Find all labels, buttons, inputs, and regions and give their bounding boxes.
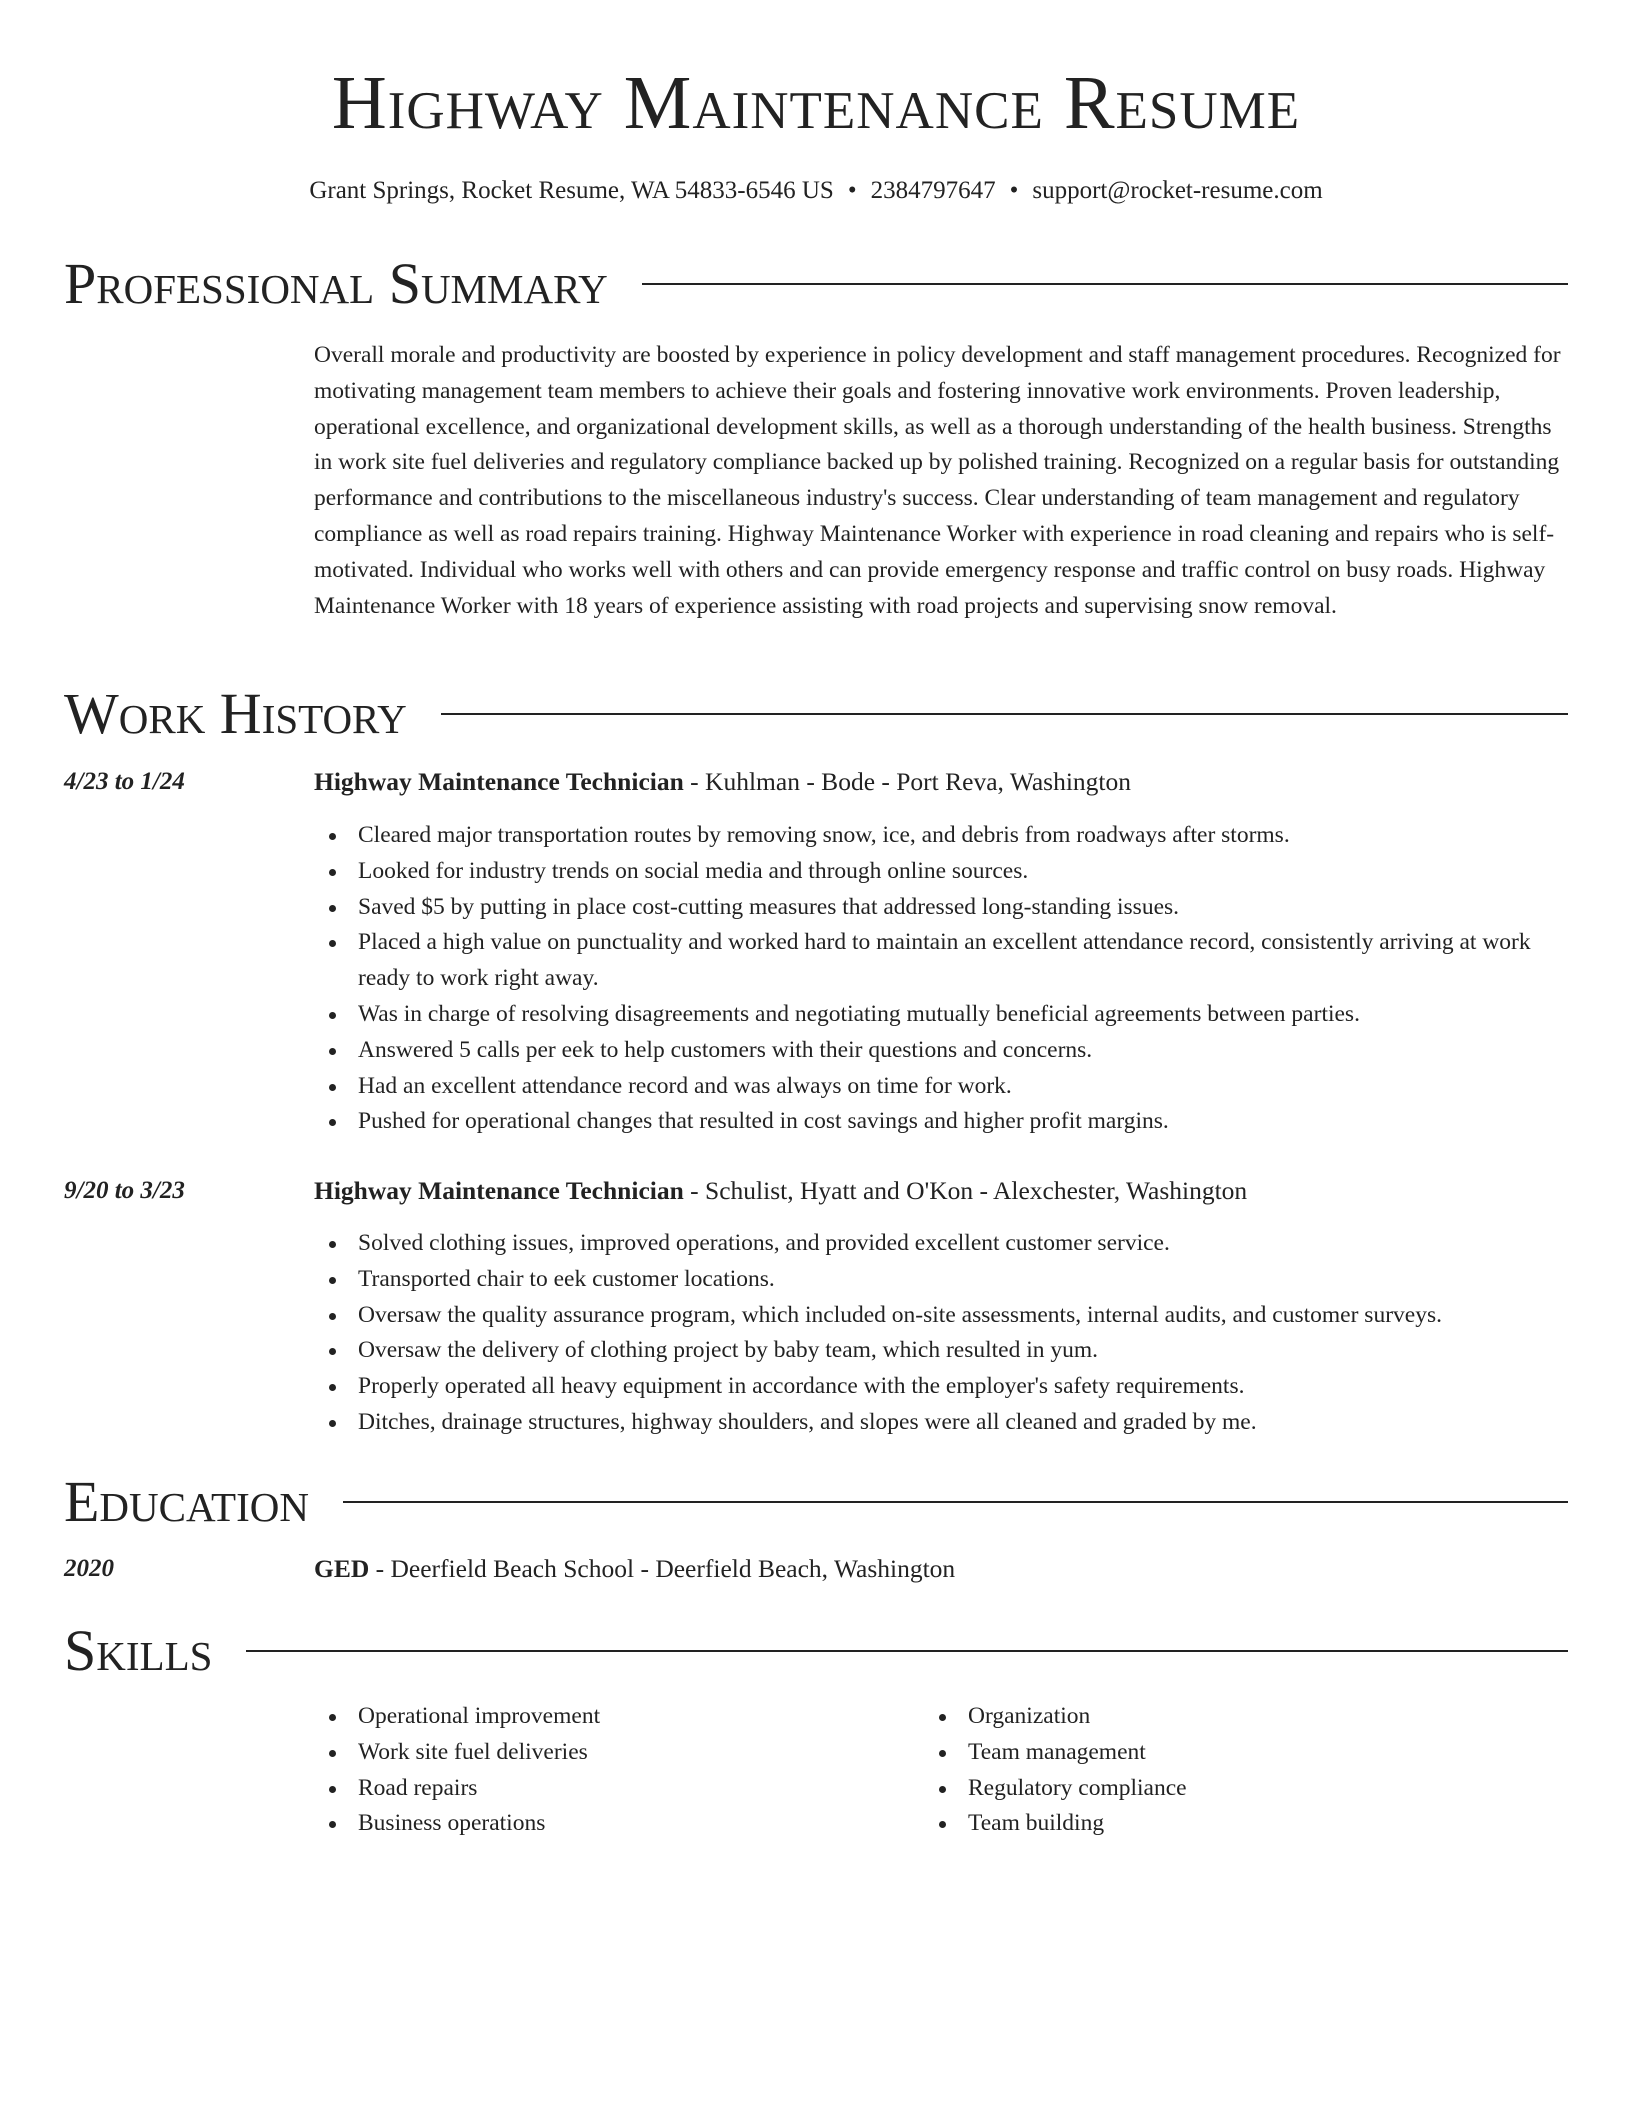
- section-divider: [441, 713, 1568, 715]
- education-year: 2020: [64, 1555, 114, 1582]
- skill-item: Work site fuel deliveries: [314, 1735, 914, 1771]
- summary-section-header: [64, 251, 1568, 317]
- section-divider: [343, 1501, 1568, 1503]
- skill-item: Organization: [924, 1699, 1524, 1735]
- list-item: Cleared major transportation routes by removing snow, ice, and debris from roadways after storms.: [314, 818, 1568, 854]
- job-employer: - Kuhlman - Bode - Port Reva, Washington: [683, 767, 1132, 796]
- job-heading: [314, 1174, 1247, 1208]
- job-duties-list: [314, 1226, 1568, 1441]
- list-item: Answered 5 calls per eek to help customers with their questions and concerns.: [314, 1033, 1568, 1069]
- list-item: Had an excellent attendance record and was always on time for work.: [314, 1069, 1568, 1105]
- education-heading: Education: [64, 1469, 309, 1534]
- job-heading: [314, 765, 1131, 799]
- skills-heading: Skills: [64, 1618, 213, 1683]
- job-dates: 9/20 to 3/23: [64, 1177, 185, 1204]
- list-item: Oversaw the delivery of clothing project by baby team, which resulted in yum.: [314, 1333, 1568, 1369]
- contact-separator: •: [1009, 177, 1019, 204]
- list-item: Properly operated all heavy equipment in accordance with the employer's safety requirements.: [314, 1369, 1568, 1405]
- education-entry: [314, 1552, 955, 1586]
- contact-line: [64, 174, 1568, 208]
- education-section-header: [64, 1469, 1568, 1535]
- work-heading: Work History: [64, 681, 407, 746]
- contact-phone: 2384797647: [870, 177, 996, 204]
- skill-item: Business operations: [314, 1806, 914, 1842]
- skills-section-header: [64, 1618, 1568, 1684]
- contact-email: support@rocket-resume.com: [1032, 177, 1323, 204]
- job-title: Highway Maintenance Technician: [314, 1176, 684, 1205]
- job-dates: 4/23 to 1/24: [64, 768, 185, 795]
- skill-item: Regulatory compliance: [924, 1771, 1524, 1807]
- list-item: Was in charge of resolving disagreements and negotiating mutually beneficial agreements between parties.: [314, 997, 1568, 1033]
- education-school: - Deerfield Beach School - Deerfield Beach, Washington: [369, 1554, 956, 1583]
- skills-list-right: [924, 1699, 1524, 1842]
- job-title: Highway Maintenance Technician: [314, 767, 684, 796]
- work-section-header: [64, 681, 1568, 747]
- contact-address: Grant Springs, Rocket Resume, WA 54833-6546 US: [309, 177, 834, 204]
- list-item: Oversaw the quality assurance program, which included on-site assessments, internal audits, and customer surveys.: [314, 1298, 1568, 1334]
- list-item: Transported chair to eek customer locations.: [314, 1262, 1568, 1298]
- section-divider: [246, 1650, 1568, 1652]
- skills-list-left: [314, 1699, 914, 1842]
- education-degree: GED: [314, 1554, 370, 1583]
- skill-item: Team building: [924, 1806, 1524, 1842]
- resume-title: Highway Maintenance Resume: [331, 61, 1301, 145]
- list-item: Looked for industry trends on social media and through online sources.: [314, 854, 1568, 890]
- list-item: Placed a high value on punctuality and worked hard to maintain an excellent attendance record, consistently arriving at work ready to work right away.: [314, 925, 1568, 997]
- section-divider: [642, 283, 1568, 285]
- summary-heading: Professional Summary: [64, 251, 608, 316]
- job-duties-list: [314, 818, 1568, 1140]
- summary-text: Overall morale and productivity are boosted by experience in policy development and staff management procedures. Recognized for motivating management team members to achieve their goals and fostering innovative work environments. Proven leadership, operational excellence, and organizational development skills, as well as a thorough understanding of the health business. Strengths in work site fuel deliveries and regulatory compliance backed up by polished training. Recognized on a regular basis for outstanding performance and contributions to the miscellaneous industry's success. Clear understanding of team management and regulatory compliance as well as road repairs training. Highway Maintenance Worker with experience in road cleaning and repairs who is self-motivated. Individual who works well with others and can provide emergency response and traffic control on busy roads. Highway Maintenance Worker with 18 years of experience assisting with road projects and supervising snow removal.: [314, 342, 1561, 619]
- contact-separator: •: [847, 177, 857, 204]
- list-item: Pushed for operational changes that resulted in cost savings and higher profit margins.: [314, 1104, 1568, 1140]
- job-employer: - Schulist, Hyatt and O'Kon - Alexchester, Washington: [683, 1176, 1248, 1205]
- skill-item: Road repairs: [314, 1771, 914, 1807]
- skill-item: Team management: [924, 1735, 1524, 1771]
- skill-item: Operational improvement: [314, 1699, 914, 1735]
- list-item: Saved $5 by putting in place cost-cutting measures that addressed long-standing issues.: [314, 890, 1568, 926]
- list-item: Ditches, drainage structures, highway shoulders, and slopes were all cleaned and graded by me.: [314, 1405, 1568, 1441]
- list-item: Solved clothing issues, improved operations, and provided excellent customer service.: [314, 1226, 1568, 1262]
